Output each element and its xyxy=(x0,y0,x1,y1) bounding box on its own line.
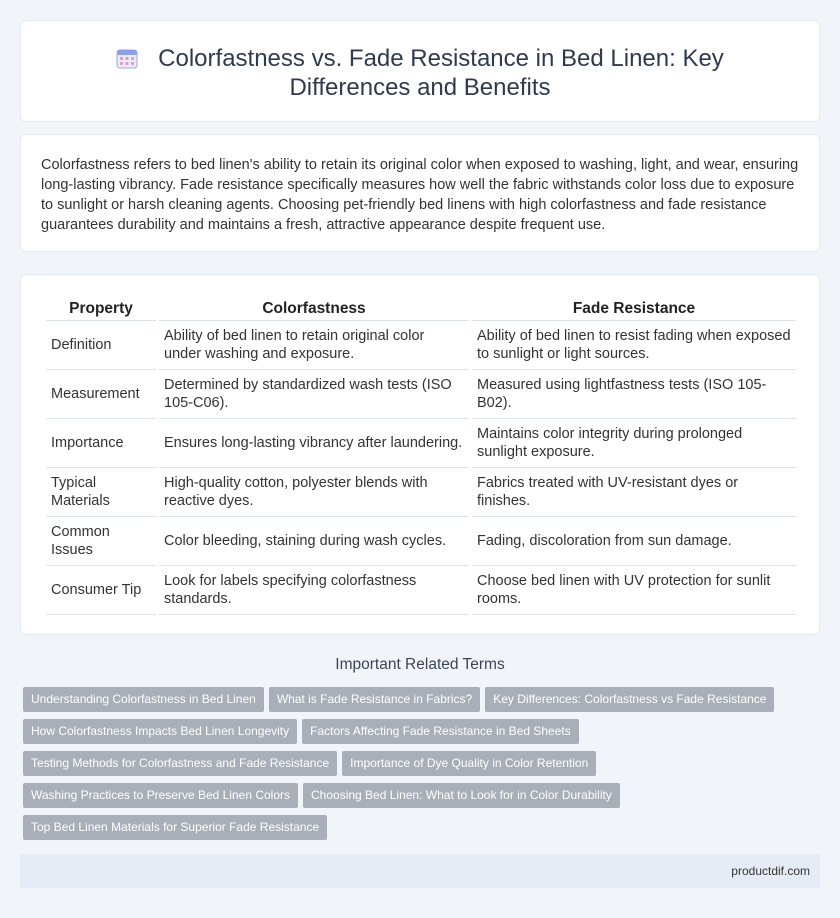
header-card xyxy=(20,20,820,122)
page-title xyxy=(21,44,819,102)
row-colorfastness: Determined by standardized wash tests (ISO 105-C06). xyxy=(159,370,469,419)
row-property: Importance xyxy=(46,419,156,468)
row-property: Typical Materials xyxy=(46,468,156,517)
comparison-card xyxy=(20,274,820,635)
calendar-grid-icon xyxy=(116,47,138,69)
row-colorfastness: Color bleeding, staining during wash cycles. xyxy=(159,517,469,566)
row-fade-resistance: Ability of bed linen to resist fading when exposed to sunlight or light sources. xyxy=(472,321,796,370)
related-tag[interactable]: Importance of Dye Quality in Color Retention xyxy=(342,751,596,776)
row-fade-resistance: Fabrics treated with UV-resistant dyes or finishes. xyxy=(472,468,796,517)
footer-bar xyxy=(20,854,820,888)
table-row xyxy=(46,321,796,370)
row-property: Measurement xyxy=(46,370,156,419)
header-fade-resistance: Fade Resistance xyxy=(472,295,796,321)
row-property: Consumer Tip xyxy=(46,566,156,615)
row-fade-resistance: Measured using lightfastness tests (ISO 105-B02). xyxy=(472,370,796,419)
header-colorfastness: Colorfastness xyxy=(159,295,469,321)
row-fade-resistance: Maintains color integrity during prolonged sunlight exposure. xyxy=(472,419,796,468)
table-row xyxy=(46,517,796,566)
tag-row xyxy=(23,783,813,815)
row-colorfastness: Ability of bed linen to retain original color under washing and exposure. xyxy=(159,321,469,370)
row-fade-resistance: Fading, discoloration from sun damage. xyxy=(472,517,796,566)
comparison-table xyxy=(43,295,799,615)
intro-paragraph: Colorfastness refers to bed linen's ability to retain its original color when exposed to washing, light, and wear, ensuring long-lasting vibrancy. Fade resistance specifically measures how well the fabric withstands color loss due to exposure to sunlight or harsh cleaning agents. Choosing pet-friendly bed linens with high colorfastness and fade resistance guarantees durability and maintains a fresh, attractive appearance despite frequent use. xyxy=(41,157,799,233)
related-terms-title: Important Related Terms xyxy=(335,656,505,673)
intro-card xyxy=(20,134,820,252)
table-row xyxy=(46,370,796,419)
table-row xyxy=(46,566,796,615)
tag-row xyxy=(23,687,813,719)
row-property: Common Issues xyxy=(46,517,156,566)
related-tag[interactable]: Understanding Colorfastness in Bed Linen xyxy=(23,687,264,712)
row-colorfastness: Ensures long-lasting vibrancy after laundering. xyxy=(159,419,469,468)
related-terms-tags xyxy=(23,687,813,847)
row-fade-resistance: Choose bed linen with UV protection for sunlit rooms. xyxy=(472,566,796,615)
page-title-text: Colorfastness vs. Fade Resistance in Bed Linen: Key Differences and Benefits xyxy=(158,45,724,101)
tag-row xyxy=(23,751,813,783)
footer-site-link[interactable]: productdif.com xyxy=(731,864,810,878)
row-property: Definition xyxy=(46,321,156,370)
table-row xyxy=(46,419,796,468)
title-wrap xyxy=(21,44,819,102)
related-tag[interactable]: Top Bed Linen Materials for Superior Fade Resistance xyxy=(23,815,327,840)
tag-row xyxy=(23,719,813,751)
related-tag[interactable]: What is Fade Resistance in Fabrics? xyxy=(269,687,480,712)
related-tag[interactable]: Washing Practices to Preserve Bed Linen Colors xyxy=(23,783,298,808)
related-tag[interactable]: Testing Methods for Colorfastness and Fade Resistance xyxy=(23,751,337,776)
related-tag[interactable]: Factors Affecting Fade Resistance in Bed Sheets xyxy=(302,719,579,744)
table-row xyxy=(46,468,796,517)
tag-row xyxy=(23,815,813,847)
header-property: Property xyxy=(46,295,156,321)
row-colorfastness: Look for labels specifying colorfastness standards. xyxy=(159,566,469,615)
related-tag[interactable]: Choosing Bed Linen: What to Look for in Color Durability xyxy=(303,783,620,808)
related-tag[interactable]: Key Differences: Colorfastness vs Fade Resistance xyxy=(485,687,774,712)
table-header-row xyxy=(46,295,796,321)
row-colorfastness: High-quality cotton, polyester blends with reactive dyes. xyxy=(159,468,469,517)
related-tag[interactable]: How Colorfastness Impacts Bed Linen Longevity xyxy=(23,719,297,744)
